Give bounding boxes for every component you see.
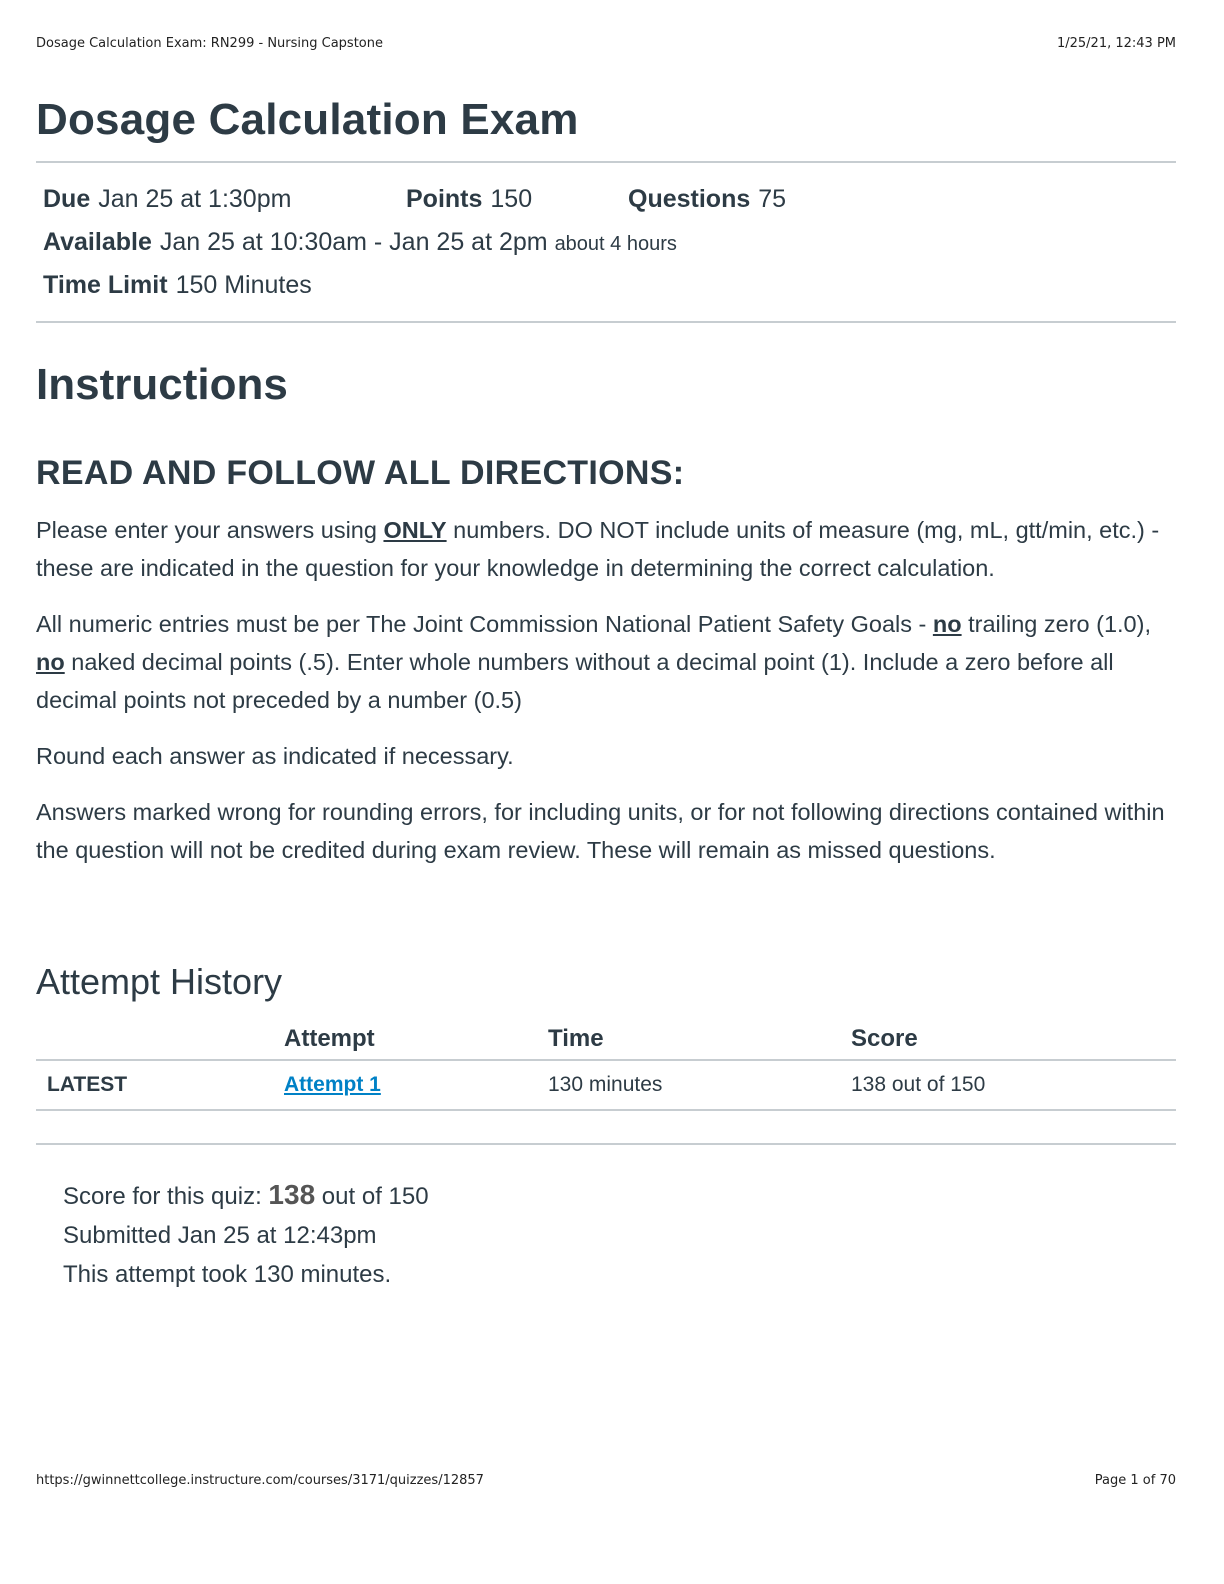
quiz-summary xyxy=(63,1175,1176,1294)
instruction-paragraph-2 xyxy=(36,605,1176,719)
details-row-3 xyxy=(43,267,1176,310)
quiz-content xyxy=(36,90,1176,1294)
available-value: Jan 25 at 10:30am - Jan 25 at 2pm xyxy=(159,228,548,256)
latest-tag: LATEST xyxy=(36,1060,284,1110)
points-field xyxy=(406,181,628,217)
table-row xyxy=(36,1060,1176,1110)
points-value: 150 xyxy=(490,185,533,213)
quiz-details xyxy=(36,163,1176,321)
print-footer-url: https://gwinnettcollege.instructure.com/courses/3171/quizzes/12857 xyxy=(36,1473,484,1488)
time-cell: 130 minutes xyxy=(548,1060,851,1110)
text-segment: Please enter your answers using xyxy=(36,517,384,543)
table-header-row xyxy=(36,1017,1176,1060)
due-value: Jan 25 at 1:30pm xyxy=(98,185,292,213)
print-header-title: Dosage Calculation Exam: RN299 - Nursing Capstone xyxy=(36,36,383,51)
print-footer xyxy=(36,1473,1176,1488)
score-suffix: out of 150 xyxy=(315,1183,429,1210)
attempt-history-heading: Attempt History xyxy=(36,961,283,1002)
print-header-datetime: 1/25/21, 12:43 PM xyxy=(1056,36,1176,51)
divider xyxy=(36,321,1176,323)
duration-line: This attempt took 130 minutes. xyxy=(63,1261,392,1288)
questions-field xyxy=(628,181,786,217)
score-prefix: Score for this quiz: xyxy=(63,1183,269,1210)
score-value: 138 xyxy=(268,1179,316,1210)
text-segment: naked decimal points (.5). Enter whole numbers without a decimal point (1). Include a zero before all decimal points not preceded by a number (0.5) xyxy=(36,649,1114,713)
attempt-cell xyxy=(284,1060,548,1110)
score-cell: 138 out of 150 xyxy=(851,1060,1176,1110)
directions-heading: READ AND FOLLOW ALL DIRECTIONS: xyxy=(36,454,685,492)
details-row-2 xyxy=(43,224,1176,267)
text-segment: trailing zero (1.0), xyxy=(961,611,1151,637)
emphasis-no: no xyxy=(36,649,65,675)
column-header-time: Time xyxy=(548,1017,851,1060)
instruction-paragraph-1 xyxy=(36,511,1176,587)
instructions-heading: Instructions xyxy=(36,360,288,409)
column-header-attempt: Attempt xyxy=(284,1017,548,1060)
questions-value: 75 xyxy=(758,185,787,213)
available-duration: about 4 hours xyxy=(554,233,677,255)
instruction-paragraph-3: Round each answer as indicated if necessary. xyxy=(36,743,514,769)
attempt-link[interactable]: Attempt 1 xyxy=(284,1073,381,1096)
emphasis-only: ONLY xyxy=(383,517,447,543)
page-title: Dosage Calculation Exam xyxy=(36,95,579,144)
instruction-paragraph-4: Answers marked wrong for rounding errors, for including units, or for not following directions contained within the question will not be credited during exam review. These will remain as missed questions. xyxy=(36,799,1165,863)
available-label: Available xyxy=(43,228,152,256)
details-row-1 xyxy=(43,181,1176,224)
due-label: Due xyxy=(43,185,91,213)
time-limit-label: Time Limit xyxy=(43,271,168,299)
text-segment: numbers. DO NOT include units of measure (mg, mL, gtt/min, etc.) - these are indicated in the question for your knowledge in determining the correct calculation. xyxy=(36,517,1160,581)
column-header xyxy=(36,1017,284,1060)
text-segment: All numeric entries must be per The Joint Commission National Patient Safety Goals - xyxy=(36,611,933,637)
points-label: Points xyxy=(406,185,483,213)
submitted-line: Submitted Jan 25 at 12:43pm xyxy=(63,1222,377,1249)
score-line xyxy=(63,1175,1176,1216)
time-limit-value: 150 Minutes xyxy=(175,271,312,299)
due-field xyxy=(43,181,406,217)
print-footer-page: Page 1 of 70 xyxy=(1094,1473,1176,1488)
column-header-score: Score xyxy=(851,1017,1176,1060)
emphasis-no: no xyxy=(932,611,962,637)
print-header xyxy=(36,36,1176,51)
divider xyxy=(36,1143,1176,1145)
attempt-history-table xyxy=(36,1017,1176,1111)
questions-label: Questions xyxy=(628,185,751,213)
